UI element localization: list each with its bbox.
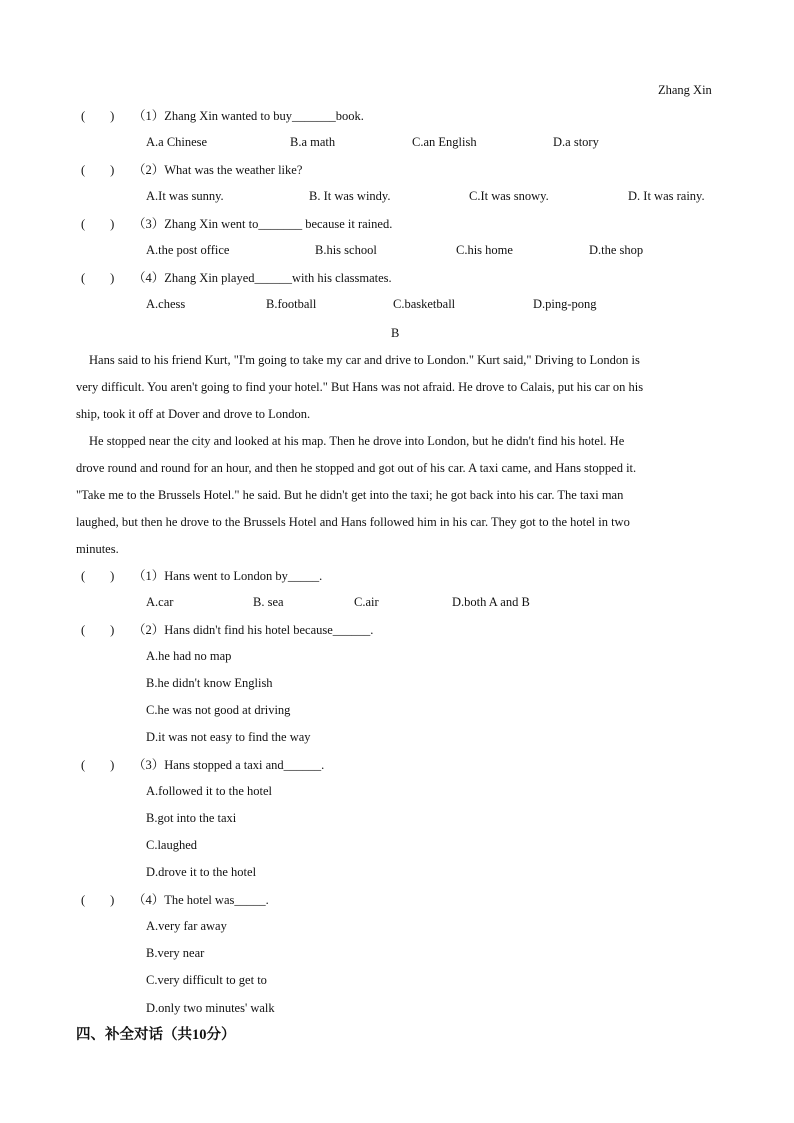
option-d: D.both A and B [452, 595, 530, 609]
option-a: A.the post office [146, 243, 230, 257]
passage-line: Hans said to his friend Kurt, "I'm going to take my car and drive to London." Kurt said," Driving to London is [89, 353, 640, 367]
option-b: B.got into the taxi [146, 811, 237, 825]
passage-line: ship, took it off at Dover and drove to London. [76, 407, 311, 421]
option-b: B.his school [315, 243, 377, 257]
option-c: C.an English [412, 135, 477, 149]
passage-line: minutes. [76, 542, 119, 556]
option-d: D. It was rainy. [628, 189, 705, 203]
option-b: B. It was windy. [309, 189, 391, 203]
section-b-heading: B [391, 326, 400, 340]
answer-paren[interactable]: ( ) [81, 893, 115, 907]
passage-line: laughed, but then he drove to the Brussels Hotel and Hans followed him in his car. They got to the hotel in two [76, 515, 630, 529]
signature-text: Zhang Xin [658, 83, 712, 97]
question-stem: （3）Zhang Xin went to_______ because it rained. [133, 217, 393, 231]
answer-paren[interactable]: ( ) [81, 109, 115, 123]
option-c: C.laughed [146, 838, 198, 852]
option-b: B.very near [146, 946, 205, 960]
option-d: D.it was not easy to find the way [146, 730, 311, 744]
question-stem: （2）What was the weather like? [133, 163, 303, 177]
question-stem: （3）Hans stopped a taxi and______. [133, 758, 325, 772]
option-b: B.he didn't know English [146, 676, 273, 690]
question-stem: （2）Hans didn't find his hotel because______. [133, 623, 374, 637]
question-stem: （1）Hans went to London by_____. [133, 569, 323, 583]
answer-paren[interactable]: ( ) [81, 163, 115, 177]
answer-paren[interactable]: ( ) [81, 569, 115, 583]
option-c: C.basketball [393, 297, 456, 311]
option-d: D.a story [553, 135, 599, 149]
question-stem: （4）Zhang Xin played______with his classmates. [133, 271, 392, 285]
answer-paren[interactable]: ( ) [81, 271, 115, 285]
option-d: D.ping-pong [533, 297, 597, 311]
option-a: A.a Chinese [146, 135, 208, 149]
option-c: C.his home [456, 243, 513, 257]
option-c: C.he was not good at driving [146, 703, 291, 717]
option-b: B. sea [253, 595, 284, 609]
option-a: A.chess [146, 297, 186, 311]
question-stem: （1）Zhang Xin wanted to buy_______book. [133, 109, 364, 123]
option-b: B.a math [290, 135, 336, 149]
section-4-heading: 四、补全对话（共10分） [76, 1027, 236, 1043]
answer-paren[interactable]: ( ) [81, 758, 115, 772]
option-c: C.very difficult to get to [146, 973, 267, 987]
answer-paren[interactable]: ( ) [81, 217, 115, 231]
option-a: A.he had no map [146, 649, 232, 663]
option-d: D.the shop [589, 243, 644, 257]
answer-paren[interactable]: ( ) [81, 623, 115, 637]
option-d: D.drove it to the hotel [146, 865, 257, 879]
option-c: C.It was snowy. [469, 189, 549, 203]
passage-line: drove round and round for an hour, and then he stopped and got out of his car. A taxi came, and Hans stopped it. [76, 461, 637, 475]
passage-line: very difficult. You aren't going to find your hotel." But Hans was not afraid. He drove to Calais, put his car on his [76, 380, 644, 394]
option-a: A.very far away [146, 919, 227, 933]
question-stem: （4）The hotel was_____. [133, 893, 269, 907]
option-a: A.car [146, 595, 174, 609]
passage-line: He stopped near the city and looked at his map. Then he drove into London, but he didn't find his hotel. He [89, 434, 625, 448]
option-d: D.only two minutes' walk [146, 1001, 275, 1015]
option-c: C.air [354, 595, 379, 609]
option-a: A.It was sunny. [146, 189, 224, 203]
option-b: B.football [266, 297, 317, 311]
passage-line: "Take me to the Brussels Hotel." he said. But he didn't get into the taxi; he got back into his car. The taxi man [76, 488, 624, 502]
option-a: A.followed it to the hotel [146, 784, 273, 798]
